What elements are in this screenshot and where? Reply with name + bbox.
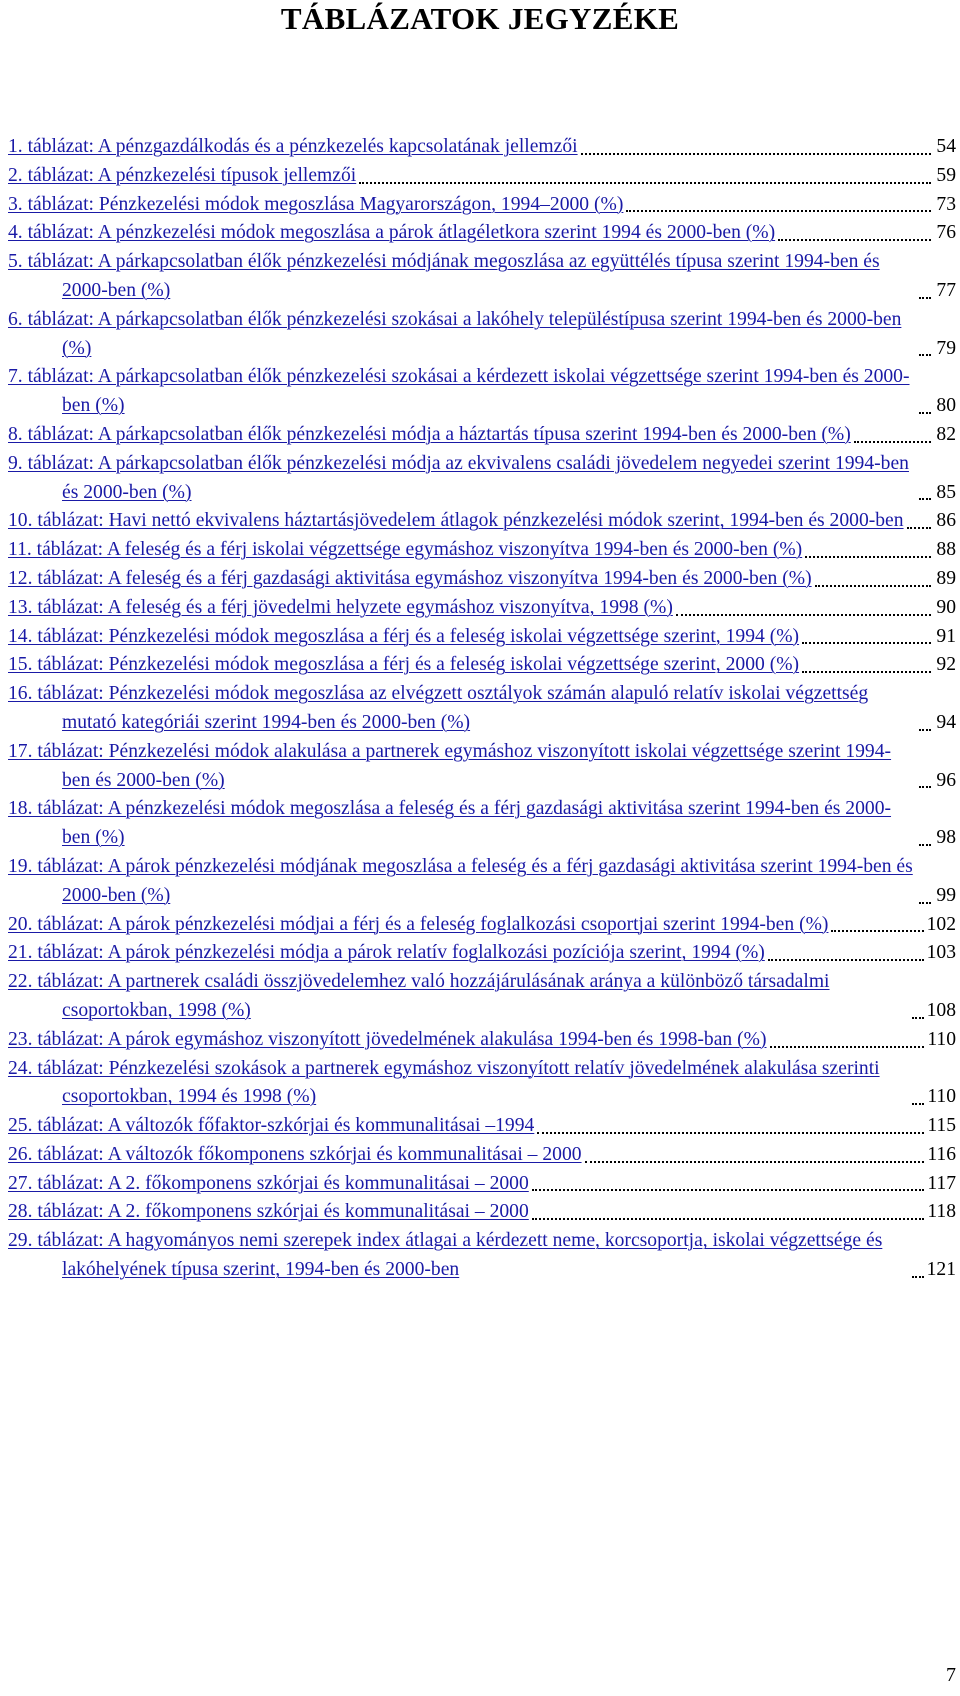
toc-entry-page-number: 102	[926, 913, 956, 935]
dot-leader	[919, 354, 931, 356]
toc-entry-link[interactable]: 29. táblázat: A hagyományos nemi szerepek index átlagai a kérdezett neme, korcsoportja, iskolai végzettsége és lakóhelyének típusa szerint, 1994-ben és 2000-ben	[8, 1230, 883, 1281]
toc-entry-text	[8, 507, 904, 536]
toc-entry-page-number: 82	[936, 423, 956, 445]
toc-entry-page-number: 110	[927, 1086, 956, 1108]
dot-leader	[778, 239, 931, 241]
toc-entry-text	[8, 306, 916, 364]
toc-entry-link[interactable]: 26. táblázat: A változók főkomponens szkórjai és kommunalitásai – 2000	[8, 1143, 582, 1165]
dot-leader	[919, 498, 931, 500]
toc-entry-link[interactable]: 6. táblázat: A párkapcsolatban élők pénzkezelési szokásai a lakóhely településtípusa szerint 1994-ben és 2000-ben (%)	[8, 308, 902, 359]
toc-entry-text	[8, 162, 356, 191]
toc-entry-page-number: 92	[936, 654, 956, 676]
toc-entry-text	[8, 191, 623, 220]
toc-entry	[8, 1141, 956, 1170]
toc-entry-text	[8, 363, 916, 421]
toc-entry	[8, 162, 956, 191]
toc-entry	[8, 939, 956, 968]
toc-entry-page-number: 85	[936, 481, 956, 503]
toc-entry-text	[8, 1227, 909, 1285]
toc-entry-link[interactable]: 1. táblázat: A pénzgazdálkodás és a pénzkezelés kapcsolatának jellemzői	[8, 136, 578, 157]
toc-entry-text	[8, 853, 916, 911]
toc-entry-link[interactable]: 20. táblázat: A párok pénzkezelési módjai a férj és a feleség foglalkozási csoportjai szerint 1994-ben (%)	[8, 913, 829, 935]
dot-leader	[805, 556, 931, 558]
toc-entry-link[interactable]: 23. táblázat: A párok egymáshoz viszonyított jövedelmének alakulása 1994-ben és 1998-ban (%)	[8, 1028, 767, 1050]
toc-entry-page-number: 89	[936, 567, 956, 589]
toc-entry-text	[8, 738, 916, 796]
page-number: 7	[946, 1664, 956, 1686]
toc-entry-link[interactable]: 21. táblázat: A párok pénzkezelési módja a párok relatív foglalkozási pozíciója szerint, 1994 (%)	[8, 942, 765, 964]
toc-entry-link[interactable]: 27. táblázat: A 2. főkomponens szkórjai és kommunalitásai – 2000	[8, 1172, 529, 1194]
dot-leader	[768, 959, 924, 961]
toc-entry-text	[8, 939, 765, 968]
dot-leader	[585, 1161, 925, 1163]
toc-entry	[8, 565, 956, 594]
toc-entry-text	[8, 911, 828, 940]
toc-entry-link[interactable]: 16. táblázat: Pénzkezelési módok megoszlása az elvégzett osztályok számán alapuló relatív iskolai végzettség mutató kategóriái szerint 1994-ben és 2000-ben (%)	[8, 683, 869, 733]
dot-leader	[831, 930, 923, 932]
toc-entry	[8, 795, 956, 853]
toc-entry	[8, 911, 956, 940]
toc-entry-text	[8, 219, 775, 248]
toc-entry	[8, 1026, 956, 1055]
toc-entry-page-number: 96	[936, 769, 956, 791]
toc-entry	[8, 1198, 956, 1227]
toc-entry-link[interactable]: 2. táblázat: A pénzkezelési típusok jellemzői	[8, 164, 357, 186]
toc-entry-page-number: 91	[936, 625, 956, 647]
toc-entry-page-number: 73	[936, 193, 956, 215]
dot-leader	[919, 297, 931, 299]
toc-entry	[8, 1112, 956, 1141]
toc-entry-link[interactable]: 24. táblázat: Pénzkezelési szokások a partnerek egymáshoz viszonyított relatív jövedelmének alakulása szerinti csoportokban, 1994 és 1998 (%)	[8, 1057, 880, 1108]
toc-entry-page-number: 94	[936, 711, 956, 733]
toc-entry	[8, 219, 956, 248]
toc-entry-link[interactable]: 28. táblázat: A 2. főkomponens szkórjai és kommunalitásai – 2000	[8, 1201, 529, 1223]
toc-entry-link[interactable]: 17. táblázat: Pénzkezelési módok alakulása a partnerek egymáshoz viszonyított iskolai végzettsége szerint 1994-ben és 2000-ben (%)	[8, 740, 892, 791]
toc-entry-link[interactable]: 7. táblázat: A párkapcsolatban élők pénzkezelési szokásai a kérdezett iskolai végzettsége szerint 1994-ben és 2000-ben (%)	[8, 366, 910, 417]
toc-entry-page-number: 110	[927, 1028, 956, 1050]
toc-entry-page-number: 99	[936, 884, 956, 906]
dot-leader	[854, 441, 931, 443]
toc-entry	[8, 623, 956, 652]
dot-leader	[802, 671, 931, 673]
toc-entry-text	[8, 623, 799, 652]
toc-entry-page-number: 86	[936, 510, 956, 532]
toc-entry-text	[8, 795, 916, 853]
dot-leader	[919, 902, 931, 904]
dot-leader	[919, 729, 931, 731]
dot-leader	[532, 1218, 925, 1220]
toc-entry-page-number: 115	[927, 1115, 956, 1137]
dot-leader	[919, 786, 931, 788]
toc-entry-page-number: 88	[936, 539, 956, 561]
toc-entry-text	[8, 1026, 767, 1055]
dot-leader	[359, 182, 931, 184]
toc-entry-link[interactable]: 3. táblázat: Pénzkezelési módok megoszlása Magyarországon, 1994–2000 (%)	[8, 193, 624, 215]
toc-entry-text	[8, 248, 916, 306]
toc-entry	[8, 536, 956, 565]
toc-entry-page-number: 121	[926, 1259, 956, 1281]
toc-entry	[8, 651, 956, 680]
dot-leader	[907, 527, 931, 529]
toc-entry-link[interactable]: 5. táblázat: A párkapcsolatban élők pénzkezelési módjának megoszlása az együttélés típusa szerint 1994-ben és 2000-ben (%)	[8, 251, 880, 301]
toc-entry	[8, 680, 956, 738]
toc-entry-page-number: 108	[926, 999, 956, 1021]
toc-entry-text	[8, 1170, 529, 1199]
toc-entry-link[interactable]: 14. táblázat: Pénzkezelési módok megoszlása a férj és a feleség iskolai végzettsége szerint, 1994 (%)	[8, 625, 800, 647]
table-of-tables	[8, 133, 956, 1285]
toc-entry-link[interactable]: 4. táblázat: A pénzkezelési módok megoszlása a párok átlagéletkora szerint 1994 és 2000-ben (%)	[8, 222, 776, 244]
toc-entry-page-number: 90	[936, 596, 956, 618]
toc-entry-link[interactable]: 8. táblázat: A párkapcsolatban élők pénzkezelési módja a háztartás típusa szerint 1994-ben és 2000-ben (%)	[8, 423, 851, 445]
toc-entry-page-number: 103	[926, 942, 956, 964]
toc-entry	[8, 968, 956, 1026]
toc-entry-link[interactable]: 25. táblázat: A változók főfaktor-szkórjai és kommunalitásai –1994	[8, 1115, 535, 1137]
dot-leader	[626, 210, 931, 212]
toc-entry-page-number: 77	[936, 279, 956, 301]
toc-entry-page-number: 117	[927, 1172, 956, 1194]
toc-entry-text	[8, 651, 799, 680]
dot-leader	[581, 153, 931, 155]
toc-entry-link[interactable]: 9. táblázat: A párkapcsolatban élők pénzkezelési módja az ekvivalens családi jövedelem negyedei szerint 1994-ben és 2000-ben (%)	[8, 452, 909, 503]
toc-entry-text	[8, 1141, 582, 1170]
toc-entry-page-number: 59	[936, 164, 956, 186]
toc-entry-text	[8, 536, 802, 565]
toc-entry	[8, 450, 956, 508]
toc-entry	[8, 738, 956, 796]
toc-entry	[8, 306, 956, 364]
dot-leader	[919, 412, 931, 414]
toc-entry-text	[8, 421, 851, 450]
toc-entry	[8, 191, 956, 220]
toc-entry-page-number: 79	[936, 337, 956, 359]
toc-entry-page-number: 54	[936, 136, 956, 157]
toc-entry-link[interactable]: 10. táblázat: Havi nettó ekvivalens háztartásjövedelem átlagok pénzkezelési módok szerint, 1994-ben és 2000-ben	[8, 510, 904, 532]
toc-entry	[8, 363, 956, 421]
toc-entry	[8, 421, 956, 450]
toc-entry-text	[8, 1055, 909, 1113]
toc-entry-text	[8, 1198, 529, 1227]
toc-entry-text	[8, 680, 916, 738]
toc-entry	[8, 248, 956, 306]
toc-entry-link[interactable]: 22. táblázat: A partnerek családi összjövedelemhez való hozzájárulásának aránya a különböző társadalmi csoportokban, 1998 (%)	[8, 971, 830, 1021]
dot-leader	[537, 1132, 924, 1134]
dot-leader	[912, 1276, 924, 1278]
toc-entry	[8, 594, 956, 623]
toc-entry-page-number: 116	[927, 1143, 956, 1165]
dot-leader	[676, 614, 931, 616]
toc-entry-page-number: 76	[936, 222, 956, 244]
toc-entry-link[interactable]: 19. táblázat: A párok pénzkezelési módjának megoszlása a feleség és a férj gazdasági aktivitása szerint 1994-ben és 2000-ben (%)	[8, 855, 913, 906]
toc-entry	[8, 1055, 956, 1113]
toc-entry	[8, 507, 956, 536]
toc-entry-link[interactable]: 12. táblázat: A feleség és a férj gazdasági aktivitása egymáshoz viszonyítva 1994-ben és 2000-ben (%)	[8, 567, 812, 589]
toc-entry-page-number: 80	[936, 395, 956, 417]
dot-leader	[532, 1189, 925, 1191]
toc-entry-link[interactable]: 15. táblázat: Pénzkezelési módok megoszlása a férj és a feleség iskolai végzettsége szerint, 2000 (%)	[8, 654, 800, 676]
toc-entry-link[interactable]: 13. táblázat: A feleség és a férj jövedelmi helyzete egymáshoz viszonyítva, 1998 (%)	[8, 596, 673, 618]
toc-entry	[8, 1227, 956, 1285]
toc-entry-text	[8, 450, 916, 508]
dot-leader	[802, 642, 931, 644]
toc-entry-page-number: 98	[936, 827, 956, 849]
toc-entry-text	[8, 133, 578, 162]
toc-entry-text	[8, 594, 673, 623]
dot-leader	[912, 1103, 924, 1105]
toc-entry	[8, 1170, 956, 1199]
toc-entry-link[interactable]: 18. táblázat: A pénzkezelési módok megoszlása a feleség és a férj gazdasági aktivitása szerint 1994-ben és 2000-ben (%)	[8, 798, 892, 849]
dot-leader	[912, 1017, 924, 1019]
toc-entry-page-number: 118	[927, 1201, 956, 1223]
dot-leader	[815, 585, 931, 587]
dot-leader	[770, 1046, 925, 1048]
page-title: TÁBLÁZATOK JEGYZÉKE	[280, 1, 680, 36]
toc-entry	[8, 853, 956, 911]
toc-entry-text	[8, 1112, 534, 1141]
toc-entry-text	[8, 565, 812, 594]
dot-leader	[919, 844, 931, 846]
toc-entry	[8, 133, 956, 162]
toc-entry-link[interactable]: 11. táblázat: A feleség és a férj iskolai végzettsége egymáshoz viszonyítva 1994-ben és 2000-ben (%)	[8, 539, 803, 561]
toc-entry-text	[8, 968, 909, 1026]
